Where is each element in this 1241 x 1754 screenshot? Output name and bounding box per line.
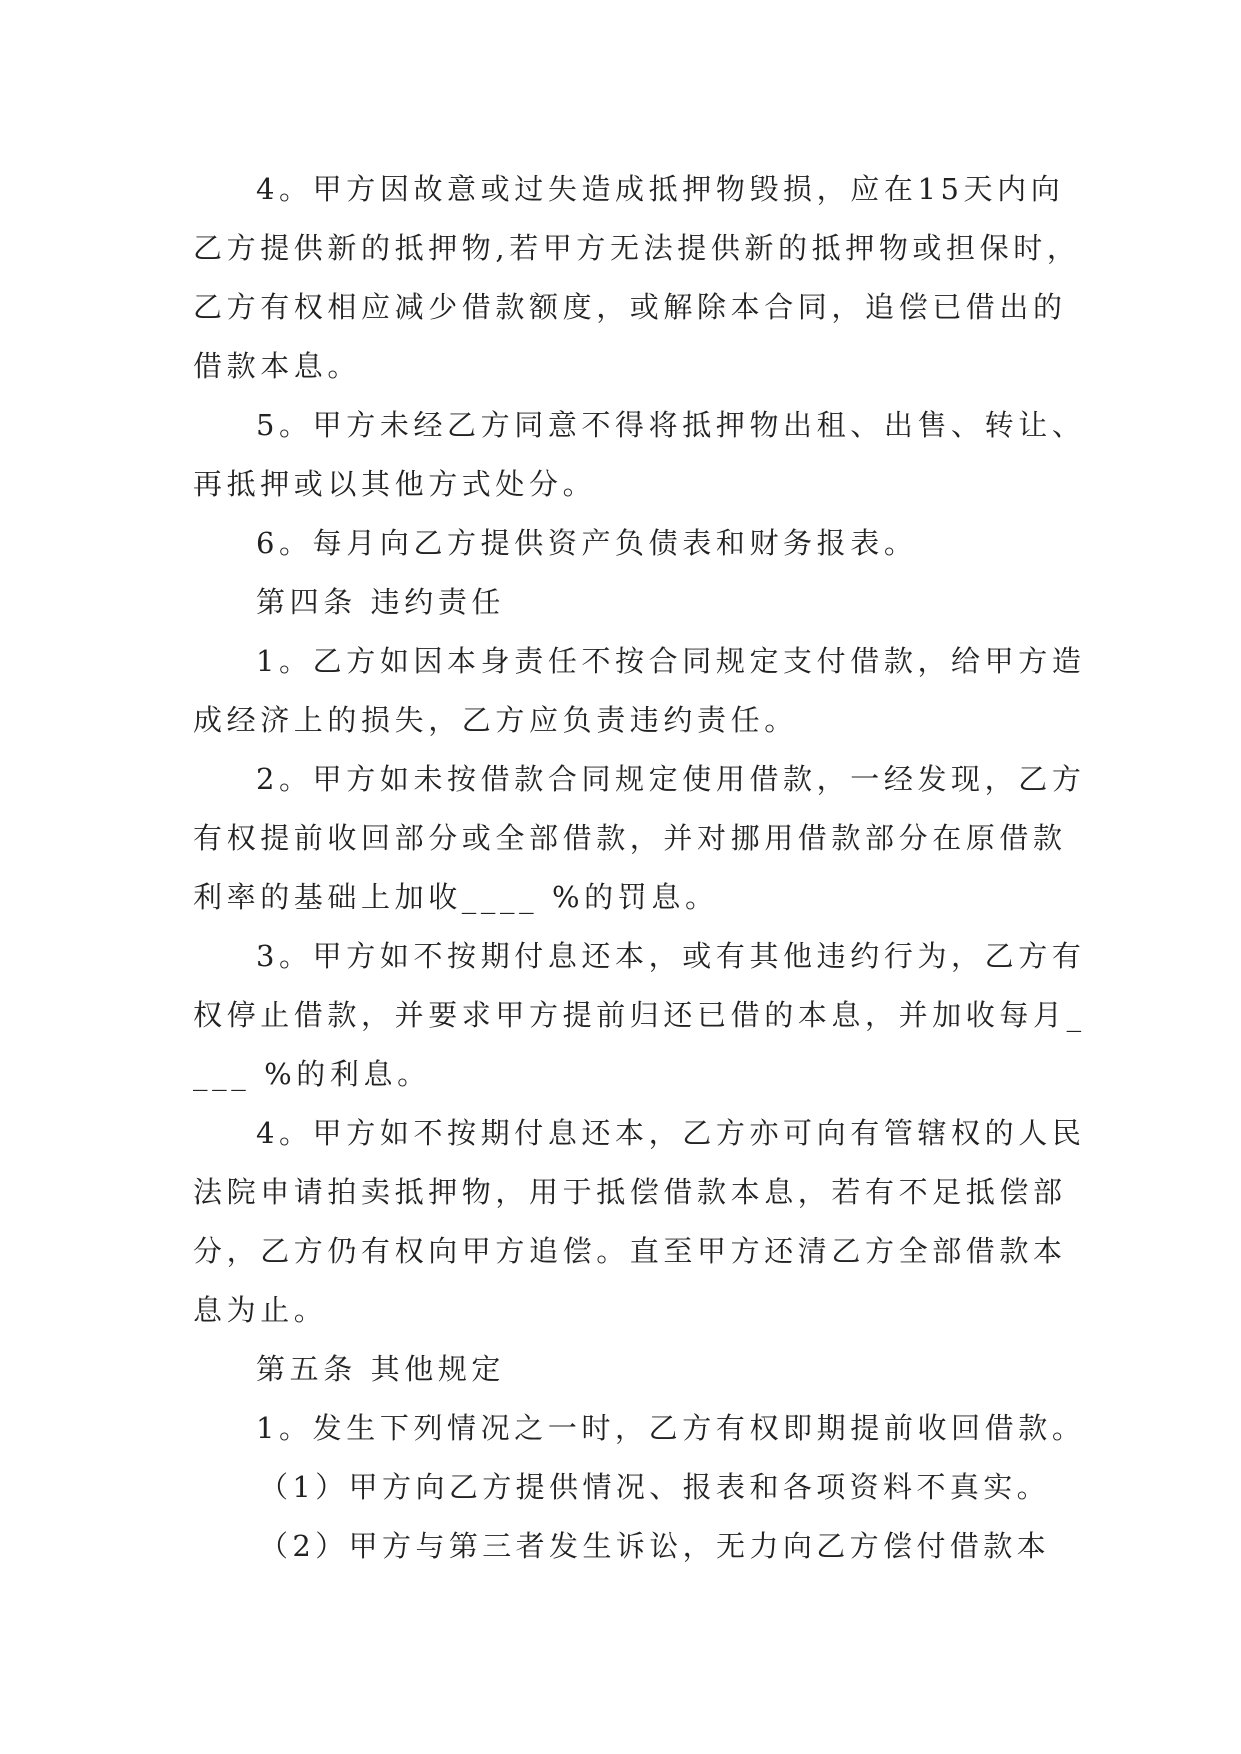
clause-paragraph: 4。甲方因故意或过失造成抵押物毁损，应在15天内向乙方提供新的抵押物,若甲方无法提供新的抵押物或担保时，乙方有权相应减少借款额度，或解除本合同，追偿已借出的借款本息。 [193, 172, 1081, 383]
clause-paragraph: 6。每月向乙方提供资产负债表和财务报表。 [256, 526, 918, 560]
contract-body [193, 160, 1093, 1576]
clause-paragraph: 1。发生下列情况之一时，乙方有权即期提前收回借款。 [256, 1411, 1086, 1445]
clause-paragraph: 5。甲方未经乙方同意不得将抵押物出租、出售、转让、再抵押或以其他方式处分。 [193, 408, 1086, 501]
article-heading: 第五条 其他规定 [256, 1352, 506, 1386]
clause-paragraph: 4。甲方如不按期付息还本，乙方亦可向有管辖权的人民法院申请拍卖抵押物，用于抵偿借款本息，若有不足抵偿部分，乙方仍有权向甲方追偿。直至甲方还清乙方全部借款本息为止。 [193, 1116, 1086, 1327]
article-heading: 第四条 违约责任 [256, 585, 506, 619]
clause-paragraph: 3。甲方如不按期付息还本，或有其他违约行为，乙方有权停止借款，并要求甲方提前归还已借的本息，并加收每月____ %的利息。 [193, 939, 1086, 1091]
clause-paragraph: 2。甲方如未按借款合同规定使用借款，一经发现，乙方有权提前收回部分或全部借款，并对挪用借款部分在原借款利率的基础上加收____ %的罚息。 [193, 762, 1086, 914]
sub-clause: （2）甲方与第三者发生诉讼，无力向乙方偿付借款本 [259, 1529, 1051, 1563]
sub-clause: （1）甲方向乙方提供情况、报表和各项资料不真实。 [259, 1470, 1051, 1504]
clause-paragraph: 1。乙方如因本身责任不按合同规定支付借款，给甲方造成经济上的损失，乙方应负责违约责任。 [193, 644, 1086, 737]
